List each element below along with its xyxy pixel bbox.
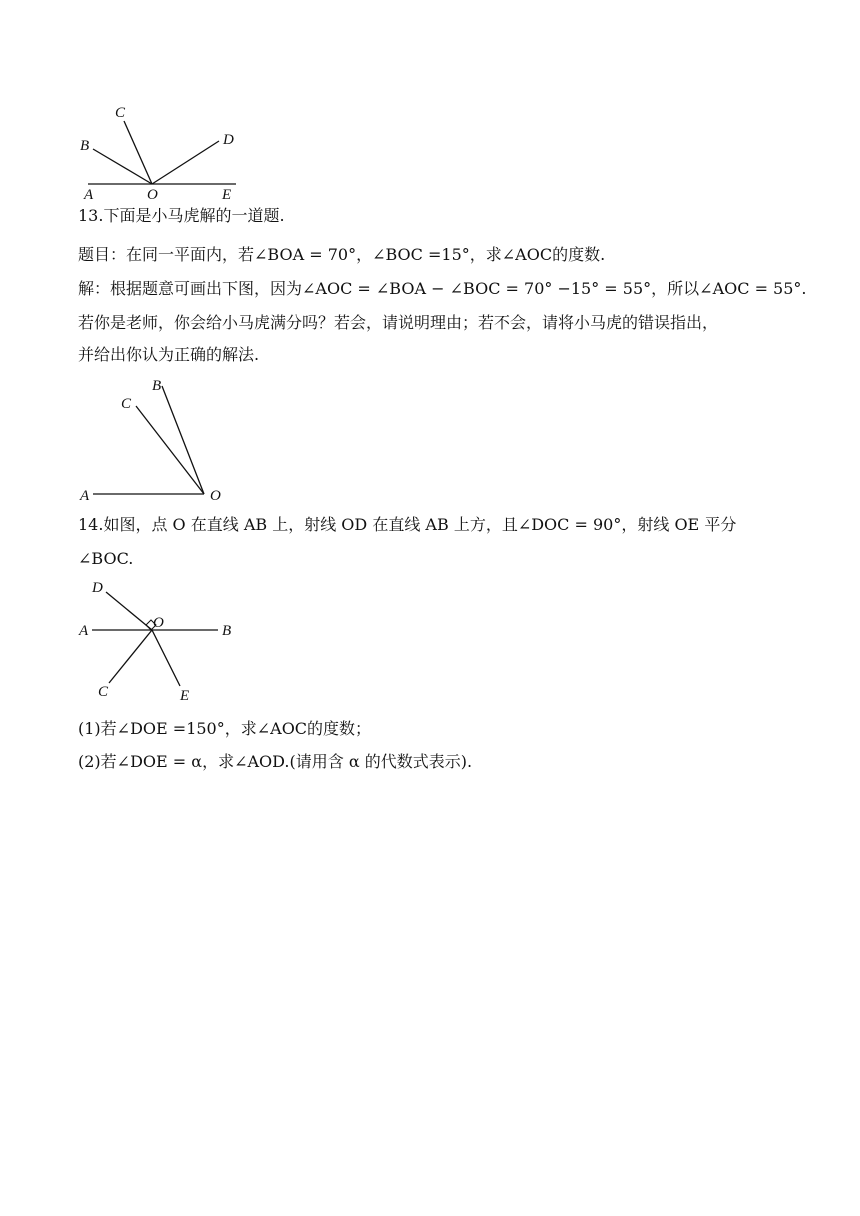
- label-b: B: [80, 138, 90, 154]
- q14-statement: 14.如图，点 O 在直线 AB 上，射线 OD 在直线 AB 上方，且∠DOC = 90°，射线 OE 平分: [78, 515, 737, 534]
- label-a: A: [84, 187, 94, 203]
- label-b: B: [222, 623, 232, 639]
- label-a: A: [80, 488, 90, 504]
- q13-title: 13.下面是小马虎解的一道题.: [78, 206, 285, 225]
- label-c: C: [121, 396, 132, 412]
- q13-question-cont: 并给出你认为正确的解法.: [78, 345, 260, 364]
- ray-od: [106, 592, 152, 630]
- label-o: O: [153, 615, 164, 631]
- label-c: C: [98, 684, 109, 700]
- q13-problem: 题目：在同一平面内，若∠BOA = 70°，∠BOC =15°，求∠AOC的度数.: [78, 245, 606, 264]
- label-d: D: [92, 580, 103, 596]
- label-d: D: [223, 132, 234, 148]
- q14-part-1: (1)若∠DOE =150°，求∠AOC的度数；: [78, 719, 372, 738]
- q14-part-2: (2)若∠DOE = α，求∠AOD.(请用含 α 的代数式表示).: [78, 752, 473, 771]
- label-b: B: [152, 378, 162, 394]
- label-a: A: [79, 623, 89, 639]
- ray-oc: [109, 630, 152, 683]
- label-o: O: [147, 187, 158, 203]
- label-e: E: [180, 688, 190, 704]
- q13-solution: 解：根据题意可画出下图，因为∠AOC = ∠BOA − ∠BOC = 70° −15° = 55°，所以∠AOC = 55°.: [78, 279, 807, 298]
- label-e: E: [222, 187, 232, 203]
- ray-oe: [152, 630, 180, 686]
- q13-question: 若你是老师，你会给小马虎满分吗？若会，请说明理由；若不会，请将小马虎的错误指出，: [78, 313, 719, 332]
- label-o: O: [210, 488, 221, 504]
- q14-statement-cont: ∠BOC.: [78, 549, 134, 568]
- label-c: C: [115, 105, 126, 121]
